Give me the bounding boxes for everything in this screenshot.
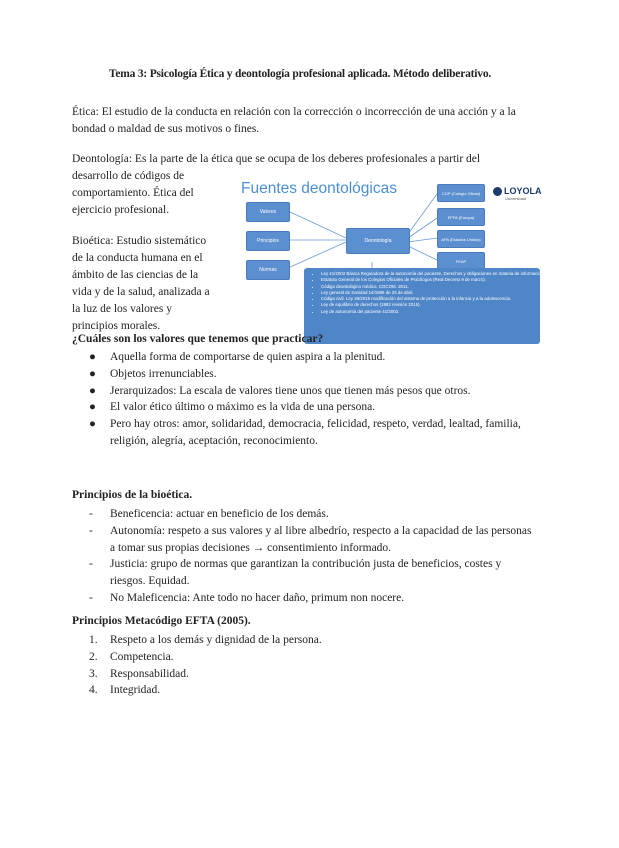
list-number: 2.: [89, 650, 98, 663]
loyola-logo: [493, 186, 542, 201]
loyola-logo-subtext: Universidad: [505, 196, 527, 202]
dash-marker: -: [89, 558, 93, 571]
box-apa: APA (Estados Unidos): [437, 230, 485, 248]
list-item: [72, 416, 532, 450]
list-item: [72, 399, 532, 416]
connector-apa: [408, 238, 437, 242]
box-cop: COP (Colegio Oficial): [437, 184, 485, 202]
list-item-text: Jerarquizados: La escala de valores tiene unos que tienen más pesos que otros.: [110, 384, 471, 397]
bullet-marker: ●: [89, 351, 96, 363]
dash-marker: -: [89, 591, 93, 604]
connector-feap: [408, 246, 437, 260]
bullet-marker: ●: [89, 384, 96, 397]
list-item-text: Responsabilidad.: [110, 667, 189, 680]
deontologia-definition-line2: desarrollo de códigos de comportamiento. Ética del ejercicio profesional.: [72, 170, 194, 216]
list-item: [72, 590, 532, 607]
norma-item: • Código civil. Ley 26/2015 modificación del sistema de protección a la infancia y a la adolescencia.: [321, 296, 536, 302]
list-item: [72, 506, 532, 523]
list-item-text: Objetos irrenunciables.: [110, 367, 217, 380]
list-item: [72, 682, 532, 699]
list-item: [72, 383, 532, 400]
box-principios: Principios: [246, 231, 290, 251]
list-item: [72, 366, 532, 383]
norma-item: • Ley general de Sanidad 14/1986 de 25 de abril.: [321, 290, 536, 296]
principios-list: [72, 506, 532, 607]
list-item: [72, 649, 532, 666]
norma-item: • Ley de equilibrio de derechos (1982 revisión 2015).: [321, 302, 536, 308]
list-item-text: El valor ético último o máximo es la vida de una persona.: [110, 401, 376, 414]
principios-heading: Principios de la bioética.: [72, 489, 193, 501]
page-title: Tema 3: Psicología Ética y deontología profesional aplicada. Método deliberativo.: [108, 68, 492, 80]
dash-marker: -: [89, 524, 93, 537]
list-item-text: Justicia: grupo de normas que garantizan la contribución justa de beneficios, costes y riesgos. Equidad.: [110, 558, 502, 588]
metacodigo-list: [72, 632, 532, 699]
list-item-text: Competencia.: [110, 650, 174, 663]
connector-normas: [288, 242, 346, 268]
box-normas: Normas: [246, 260, 290, 280]
list-item-text: Respeto a los demás y dignidad de la persona.: [110, 634, 322, 646]
list-item: [72, 523, 532, 557]
dash-marker: -: [89, 508, 93, 520]
box-feap: FEAP: [437, 252, 485, 270]
loyola-logo-icon: [493, 187, 502, 196]
bullet-marker: ●: [89, 367, 96, 380]
list-item: [72, 349, 532, 366]
list-item: [72, 556, 532, 590]
norma-item: • Código deontológico médico. CGCOM. 2011.: [321, 284, 536, 290]
list-number: 1.: [89, 634, 98, 646]
valores-heading: ¿Cuáles son los valores que tenemos que practicar?: [72, 333, 324, 345]
connector-valores: [288, 211, 346, 238]
box-deontologia: Deontología: [346, 228, 410, 254]
list-item-text: Beneficencia: actuar en beneficio de los demás.: [110, 508, 329, 520]
metacodigo-heading: Principios Metacódigo EFTA (2005).: [72, 615, 251, 627]
box-efpa: EFPA (Europa): [437, 208, 485, 226]
list-number: 4.: [89, 684, 98, 697]
list-item: [72, 666, 532, 683]
bioetica-definition: Bioética: Estudio sistemático de la conducta humana en el ámbito de las ciencias de la vida y de la salud, analizada a la luz de los valores y principios morales.: [72, 235, 210, 332]
fuentes-deontologicas-diagram: [240, 176, 619, 344]
normas-infobox: [304, 268, 619, 344]
norma-item: • Estatuto General de los Colegios Oficiales de Psicólogos (Real Decreto 9 de marzo).: [321, 277, 536, 283]
norma-item: • Ley de autonomía del paciente 41/2002.: [321, 309, 536, 315]
list-item-text: No Maleficencia: Ante todo no hacer daño, primum non nocere.: [110, 591, 405, 604]
list-item-text: Aquella forma de comportarse de quien aspira a la plenitud.: [110, 351, 386, 363]
bullet-marker: ●: [89, 401, 96, 414]
etica-definition: Ética: El estudio de la conducta en relación con la corrección o incorrección de una acción y a la bondad o maldad de sus motivos o fines.: [72, 106, 516, 135]
norma-item: • Ley 41/2002 Básica Reguladora de la autonomía del paciente, Derechos y obligaciones en materia de información y documentación clínica 15 nov. 2002.: [321, 271, 536, 277]
box-valores: Valores: [246, 202, 290, 222]
list-item-text: Pero hay otros: amor, solidaridad, democracia, felicidad, respeto, verdad, lealtad, familia, religión, alegría, aceptación, reconocimiento.: [110, 418, 521, 447]
list-number: 3.: [89, 667, 98, 680]
bullet-marker: ●: [89, 418, 96, 431]
loyola-logo-text: LOYOLA: [504, 186, 542, 196]
deontologia-definition-line1: Deontología: Es la parte de la ética que se ocupa de los deberes profesionales a partir del: [72, 153, 481, 165]
list-item-text: Integridad.: [110, 684, 161, 697]
list-item-text: Autonomía: respeto a sus valores y al libre albedrío, respecto a la capacidad de las personas a tomar sus propias decisiones → consentimiento informado.: [110, 524, 532, 554]
list-item: [72, 632, 532, 649]
valores-list: [72, 349, 532, 450]
diagram-title: Fuentes deontológicas: [241, 180, 397, 197]
